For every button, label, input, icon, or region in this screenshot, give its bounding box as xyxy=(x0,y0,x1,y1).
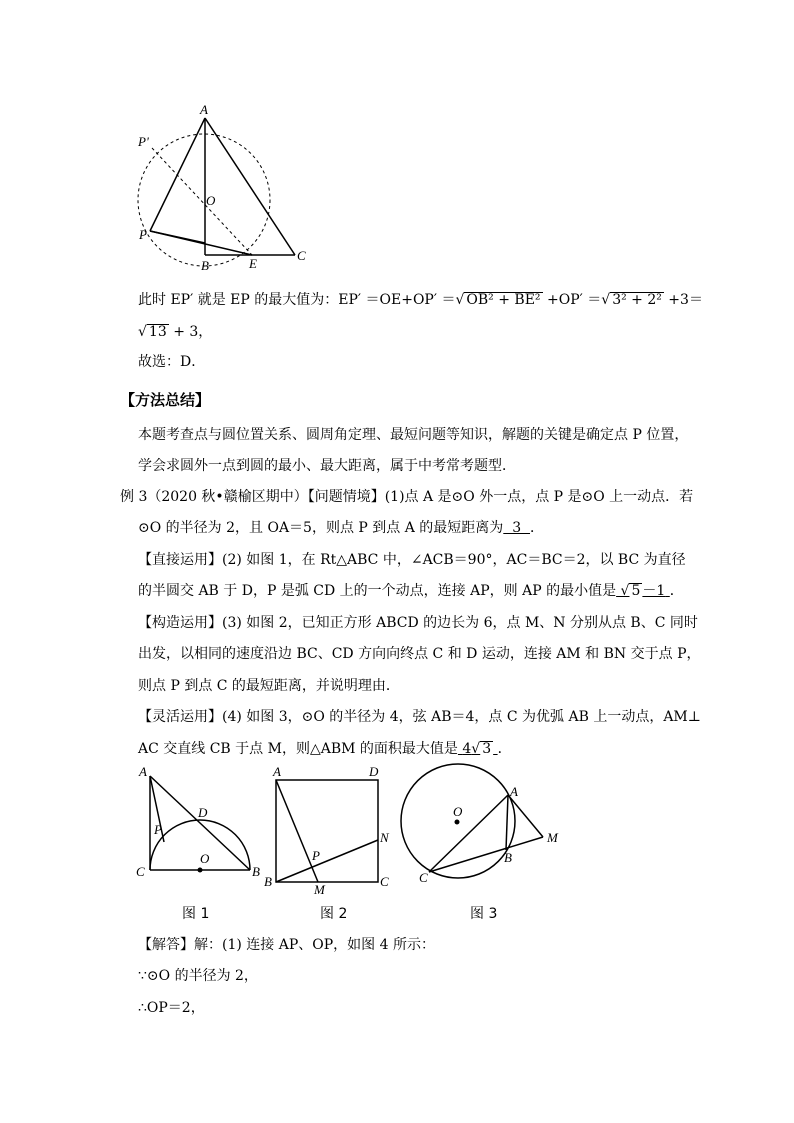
example-line-8: 【灵活运用】(4) 如图 3，⊙O 的半径为 4，弦 AB＝4，点 C 为优弧 AB 上一动点，AM⊥ xyxy=(138,709,701,725)
period: ． xyxy=(530,520,545,536)
fig2-label-a: A xyxy=(273,764,281,779)
example-line-6: 出发，以相同的速度沿边 BC、CD 方向向终点 C 和 D 运动，连接 AM 和 BN 交于点 P， xyxy=(138,646,701,662)
fig2-label-p: P xyxy=(312,848,320,863)
figure-2 xyxy=(262,762,402,896)
answer-blank-3: 4√ 3 xyxy=(462,741,492,757)
example-line-1: 例 3（2020 秋•赣榆区期中）【问题情境】(1)点 A 是⊙O 外一点，点 P 是⊙O 上一动点．若 xyxy=(120,489,694,505)
fig2-label-d: D xyxy=(369,764,379,779)
radicand-1: OB² + BE² xyxy=(466,292,541,308)
figure-1 xyxy=(130,762,270,884)
fig1-label-p: P xyxy=(154,822,162,837)
solution-line-1: 此时 EP′ 就是 EP 的最大值为：EP′ ＝OE+OP′ ＝√ OB² + BE² +OP′ ＝√ 3² + 2² +3＝ xyxy=(138,292,703,308)
fig3-caption: 图 3 xyxy=(470,906,498,922)
fig2-label-m: M xyxy=(314,882,325,896)
answer-blank-1: 3 xyxy=(503,520,531,536)
label-p-prime: P' xyxy=(138,134,149,149)
solution-text: 此时 EP′ 就是 EP 的最大值为：EP′ ＝OE+OP′ ＝ xyxy=(138,292,456,308)
example-line-2-text: ⊙O 的半径为 2，且 OA＝5，则点 P 到点 A 的最短距离为 xyxy=(138,520,504,536)
fig1-caption: 图 1 xyxy=(182,906,210,922)
radicand-2: 3² + 2² xyxy=(612,292,662,308)
fig2-label-c: C xyxy=(380,874,389,889)
solution-line-2: √ 13 + 3， xyxy=(138,324,213,340)
label-b: B xyxy=(201,258,209,273)
fig3-label-c: C xyxy=(419,870,428,885)
fig3-label-b: B xyxy=(504,850,512,865)
answer-line-3: ∴OP＝2， xyxy=(138,1000,205,1016)
fig1-label-b: B xyxy=(252,864,260,879)
fig2-caption: 图 2 xyxy=(320,906,348,922)
fig1-label-c: C xyxy=(136,864,145,879)
example-line-9 xyxy=(138,739,512,759)
example-line-4 xyxy=(138,581,684,601)
label-a: A xyxy=(200,102,208,117)
fig1-label-a: A xyxy=(139,764,147,779)
period: ． xyxy=(497,741,512,757)
fig3-label-a: A xyxy=(510,784,518,799)
radicand-3: 13 xyxy=(148,324,167,340)
figure-3 xyxy=(395,762,575,892)
answer-choice: 故选：D． xyxy=(138,354,206,370)
radicand-3b: 3 xyxy=(482,741,492,757)
radicand-5: 5 xyxy=(631,583,641,599)
answer-line-2: ∵⊙O 的半径为 2， xyxy=(138,968,258,984)
label-c: C xyxy=(297,248,306,263)
method-heading: 【方法总结】 xyxy=(120,391,211,409)
answer-line-1: 【解答】解：(1) 连接 AP、OP，如图 4 所示： xyxy=(138,937,435,953)
fig2-label-b: B xyxy=(264,874,272,889)
top-figure xyxy=(130,100,310,280)
label-o: O xyxy=(206,193,216,208)
coef: 4 xyxy=(462,741,472,757)
fig2-label-n: N xyxy=(380,830,389,845)
method-line-1: 本题考查点与圆位置关系、圆周角定理、最短问题等知识，解题的关键是确定点 P 位置， xyxy=(138,427,689,443)
example-line-7: 则点 P 到点 C 的最短距离，并说明理由． xyxy=(138,678,400,694)
minus-one: －1 xyxy=(642,583,666,599)
period: ． xyxy=(669,583,684,599)
example-line-5: 【构造运用】(3) 如图 2，已知正方形 ABCD 的边长为 6，点 M、N 分别从点 B、C 同时 xyxy=(138,615,698,631)
solution-tail: +3＝ xyxy=(663,292,703,308)
example-line-2 xyxy=(138,518,544,538)
label-p: P xyxy=(139,227,147,242)
answer-blank-2: √ 5 －1 xyxy=(616,583,666,599)
fig1-label-d: D xyxy=(198,805,208,820)
solution-tail-2: + 3， xyxy=(168,324,213,340)
example-line-4-text: 的半圆交 AB 于 D，P 是弧 CD 上的一个动点，连接 AP，则 AP 的最小值是 xyxy=(138,583,617,599)
fig1-label-o: O xyxy=(200,851,210,866)
example-line-3: 【直接运用】(2) 如图 1，在 Rt△ABC 中，∠ACB＝90°，AC＝BC＝2，以 BC 为直径 xyxy=(138,552,686,568)
solution-mid: +OP′ ＝ xyxy=(542,292,602,308)
fig3-label-m: M xyxy=(547,830,558,845)
example-line-9-text: AC 交直线 CB 于点 M，则△ABM 的面积最大值是 xyxy=(138,741,458,757)
fig3-label-o: O xyxy=(453,804,463,819)
label-e: E xyxy=(249,256,257,271)
method-line-2: 学会求圆外一点到圆的最小、最大距离，属于中考常考题型． xyxy=(138,458,516,474)
